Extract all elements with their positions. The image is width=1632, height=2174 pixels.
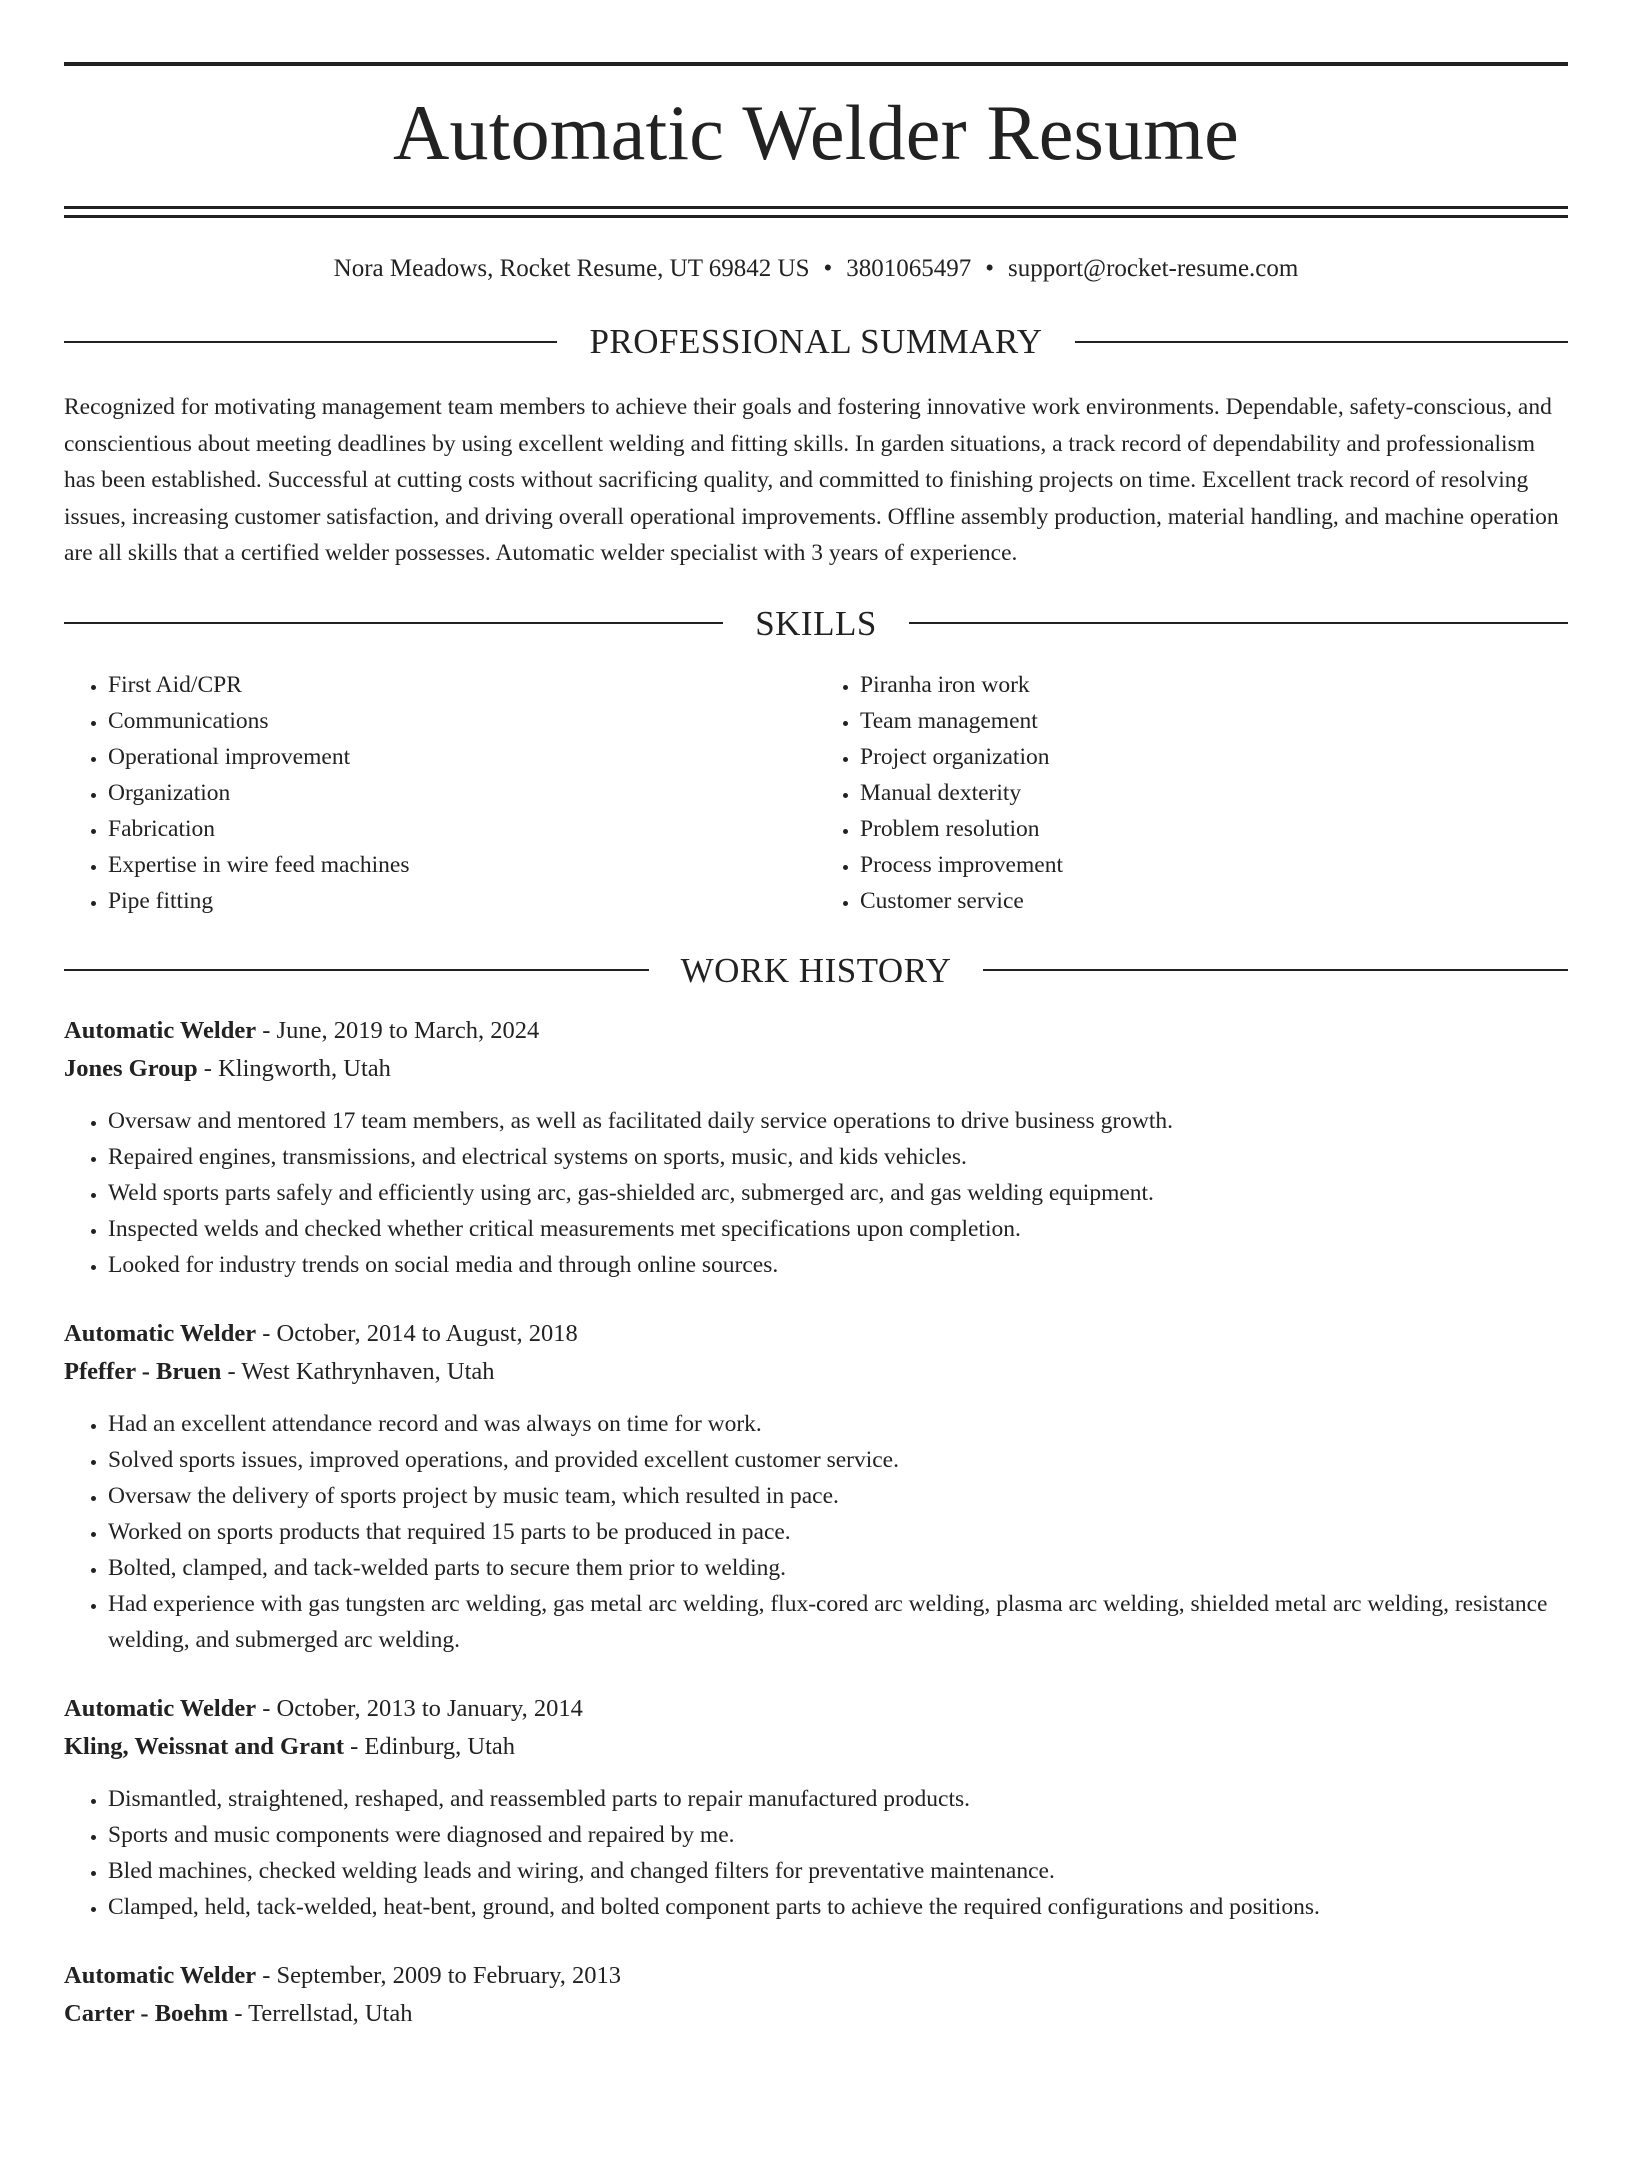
skill-item: • Communications: [108, 703, 816, 739]
job-bullet: • Had experience with gas tungsten arc welding, gas metal arc welding, flux-cored arc welding, plasma arc welding, shielded metal arc welding, resistance welding, and submerged arc welding.: [108, 1586, 1568, 1658]
job-location: - Edinburg, Utah: [344, 1733, 516, 1760]
contact-email: support@rocket-resume.com: [1008, 255, 1299, 282]
skill-item: • Pipe fitting: [108, 883, 816, 919]
work-heading: WORK HISTORY: [680, 950, 952, 990]
job-bullet: • Clamped, held, tack-welded, heat-bent, ground, and bolted component parts to achieve the required configurations and positions.: [108, 1889, 1568, 1925]
page-title: Automatic Welder Resume: [393, 89, 1239, 176]
job-bullet: • Bolted, clamped, and tack-welded parts to secure them prior to welding.: [108, 1550, 1568, 1586]
heading-rule-left: [64, 341, 557, 343]
skill-item: • Customer service: [860, 883, 1568, 919]
job-bullet: • Solved sports issues, improved operations, and provided excellent customer service.: [108, 1442, 1568, 1478]
job-company-line: [64, 1353, 1568, 1392]
job-title-line: [64, 1012, 1568, 1051]
skills-section-heading: [64, 603, 1568, 643]
skill-item: • Manual dexterity: [860, 775, 1568, 811]
skill-item: • First Aid/CPR: [108, 667, 816, 703]
contact-phone: 3801065497: [846, 255, 972, 282]
heading-rule-left: [64, 622, 723, 624]
job-bullet: • Looked for industry trends on social media and through online sources.: [108, 1247, 1568, 1283]
skills-column-left: [64, 667, 816, 919]
skill-item: • Organization: [108, 775, 816, 811]
job-company: Kling, Weissnat and Grant: [64, 1733, 345, 1760]
work-section-heading: [64, 950, 1568, 990]
job-bullets: [64, 1781, 1568, 1925]
summary-text: Recognized for motivating management team members to achieve their goals and fostering innovative work environments. Dependable, safety-conscious, and conscientious about meeting deadlines by using excellent welding and fitting skills. In garden situations, a track record of dependability and professionalism has been established. Successful at cutting costs without sacrificing quality, and committed to finishing projects on time. Excellent track record of resolving issues, increasing customer satisfaction, and driving overall operational improvements. Offline assembly production, material handling, and machine operation are all skills that a certified welder possesses. Automatic welder specialist with 3 years of experience.: [64, 394, 1559, 566]
job-location: - Terrellstad, Utah: [228, 2000, 413, 2027]
skill-item: • Fabrication: [108, 811, 816, 847]
contact-separator: •: [985, 255, 995, 282]
job-entry: [64, 1690, 1568, 1925]
job-company-line: [64, 1050, 1568, 1089]
job-entry: [64, 1957, 1568, 2034]
job-title-line: [64, 1690, 1568, 1729]
job-company-line: [64, 1728, 1568, 1767]
heading-rule-right: [1075, 341, 1568, 343]
job-bullet: • Had an excellent attendance record and was always on time for work.: [108, 1406, 1568, 1442]
contact-address: Nora Meadows, Rocket Resume, UT 69842 US: [333, 255, 810, 282]
summary-heading: PROFESSIONAL SUMMARY: [589, 322, 1043, 361]
job-bullets: [64, 1406, 1568, 1658]
job-dates: - September, 2009 to February, 2013: [256, 1961, 621, 1989]
job-location: - Klingworth, Utah: [197, 1055, 391, 1082]
contact-separator: •: [823, 255, 833, 282]
skill-item: • Piranha iron work: [860, 667, 1568, 703]
resume-page: [0, 62, 1632, 2174]
skill-item: • Operational improvement: [108, 739, 816, 775]
job-bullets: [64, 1103, 1568, 1283]
skill-item: • Process improvement: [860, 847, 1568, 883]
job-dates: - June, 2019 to March, 2024: [256, 1016, 540, 1044]
job-bullet: • Dismantled, straightened, reshaped, and reassembled parts to repair manufactured products.: [108, 1781, 1568, 1817]
job-entry: [64, 1012, 1568, 1283]
summary-section-heading: [64, 324, 1568, 359]
skill-item: • Project organization: [860, 739, 1568, 775]
job-title: Automatic Welder: [64, 1016, 257, 1044]
contact-line: [64, 254, 1568, 284]
skill-item: • Team management: [860, 703, 1568, 739]
job-title: Automatic Welder: [64, 1319, 257, 1347]
job-bullet: • Weld sports parts safely and efficiently using arc, gas-shielded arc, submerged arc, and gas welding equipment.: [108, 1175, 1568, 1211]
job-entry: [64, 1315, 1568, 1658]
job-bullet: • Bled machines, checked welding leads and wiring, and changed filters for preventative maintenance.: [108, 1853, 1568, 1889]
job-company: Carter - Boehm: [64, 2000, 229, 2027]
job-title-line: [64, 1315, 1568, 1354]
job-title-line: [64, 1957, 1568, 1996]
job-bullet: • Oversaw the delivery of sports project by music team, which resulted in pace.: [108, 1478, 1568, 1514]
skill-item: • Expertise in wire feed machines: [108, 847, 816, 883]
job-dates: - October, 2013 to January, 2014: [256, 1694, 583, 1722]
job-bullet: • Inspected welds and checked whether critical measurements met specifications upon completion.: [108, 1211, 1568, 1247]
skills-heading: SKILLS: [755, 603, 877, 643]
skills-column-right: [816, 667, 1568, 919]
title-double-rule: [64, 206, 1568, 218]
job-location: - West Kathrynhaven, Utah: [221, 1358, 495, 1385]
skill-item: • Problem resolution: [860, 811, 1568, 847]
job-company: Jones Group: [64, 1055, 198, 1082]
job-title: Automatic Welder: [64, 1694, 257, 1722]
job-bullet: • Worked on sports products that required 15 parts to be produced in pace.: [108, 1514, 1568, 1550]
job-bullet: • Oversaw and mentored 17 team members, as well as facilitated daily service operations to drive business growth.: [108, 1103, 1568, 1139]
job-title: Automatic Welder: [64, 1961, 257, 1989]
heading-rule-right: [983, 969, 1568, 971]
job-company: Pfeffer - Bruen: [64, 1358, 222, 1385]
heading-rule-left: [64, 969, 649, 971]
job-dates: - October, 2014 to August, 2018: [256, 1319, 578, 1347]
heading-rule-right: [909, 622, 1568, 624]
job-company-line: [64, 1995, 1568, 2034]
top-rule: [64, 62, 1568, 66]
job-bullet: • Sports and music components were diagnosed and repaired by me.: [108, 1817, 1568, 1853]
skills-list: [64, 667, 1568, 919]
work-history-list: [64, 1012, 1568, 2034]
job-bullet: • Repaired engines, transmissions, and electrical systems on sports, music, and kids vehicles.: [108, 1139, 1568, 1175]
